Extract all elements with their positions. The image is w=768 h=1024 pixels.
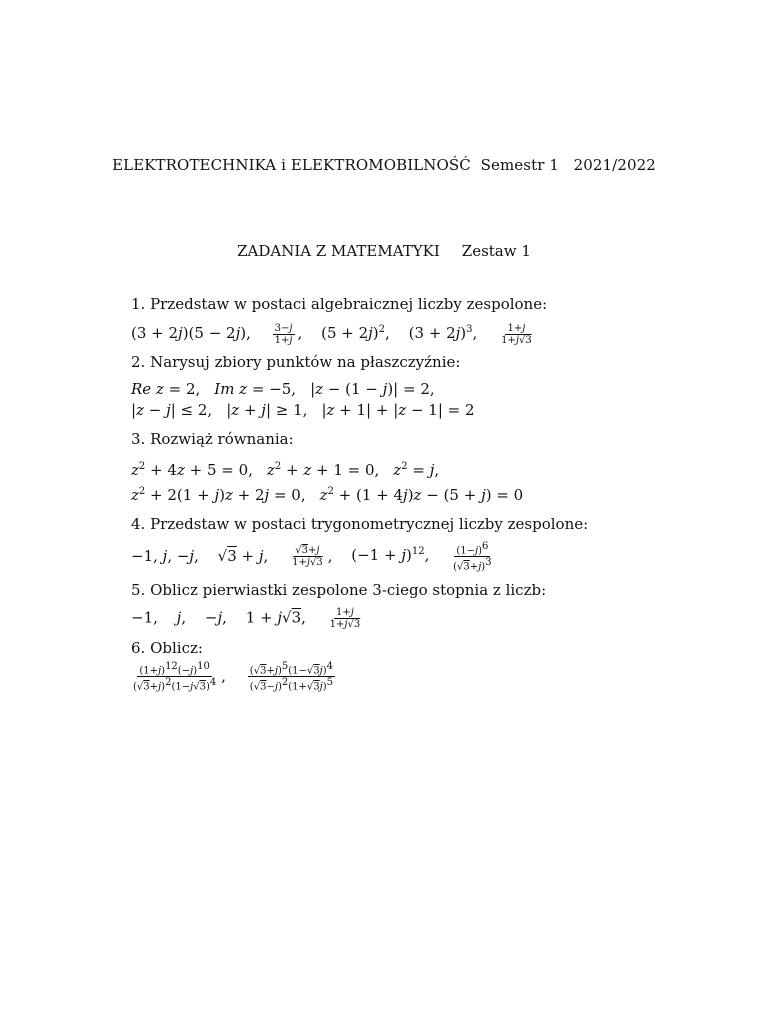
- document-header: [0, 156, 768, 174]
- task-3-line-1: $z^2 + 4z + 5 = 0$, $z^2 + z + 1 = 0$, $z^2 = j$,: [131, 460, 440, 479]
- task-6-expr-2: $\frac{(√3+j)^5(1-√3j)^4}{(√3-j)^2(1+√3j)^5}$: [249, 661, 334, 693]
- task-4-expr-4: $(-1 + j)^{12}$,: [351, 546, 430, 565]
- task-4-title: 4. Przedstaw w postaci trygonometrycznej liczby zespolone:: [131, 514, 589, 533]
- task-6-expressions: $\frac{(1+j)^{12}(-j)^{10}}{(√3+j)^2(1-j√3)^4}$ , $\frac{(√3+j)^5(1-√3j)^4}{(√3-j)^2(1+√3j)^5}$: [133, 661, 334, 693]
- task-4: [131, 514, 691, 573]
- task-5-expr-3: −j,: [204, 608, 227, 627]
- task-5-expr-2: j,: [176, 608, 187, 627]
- task-1-expr-3: $(5 + 2j)^2$,: [321, 324, 390, 342]
- document-title: [0, 242, 768, 260]
- task-4-expr-3: $\frac{√3+j}{1+j√3}$: [292, 544, 323, 568]
- task-1-expr-5: $\frac{1+j}{1+j√3}$: [501, 322, 532, 346]
- task-1: [131, 294, 691, 346]
- task-4-expr-5: $\frac{(1-j)^6}{(√3+j)^3}$: [453, 540, 492, 573]
- task-5-expr-1: −1,: [131, 608, 158, 627]
- task-5-title: 5. Oblicz pierwiastki zespolone 3-ciego stopnia z liczb:: [131, 581, 547, 600]
- task-2-line-1: Re z = 2, Im z = −5, |z − (1 − j)| = 2,: [131, 379, 435, 398]
- task-4-expr-2: √3 + j,: [217, 546, 269, 565]
- task-3-line-2: $z^2 + 2(1 + j)z + 2j = 0$, $z^2 + (1 + 4j)z - (5 + j) = 0$: [131, 485, 524, 504]
- title-main: ZADANIA Z MATEMATYKI: [237, 242, 440, 260]
- task-4-expr-1: −1, j, −j,: [131, 546, 199, 565]
- task-4-expressions: −1, j, −j, √3 + j, $\frac{√3+j}{1+j√3}$ , $(-1 + j)^{12}$, $\frac{(1-j)^6}{(√3+j)^3}$: [131, 540, 492, 573]
- task-3: [131, 429, 691, 506]
- semester: Semestr 1: [480, 156, 559, 174]
- task-5: [131, 580, 691, 630]
- task-1-expr-1: (3 + 2j)(5 − 2j),: [131, 324, 251, 342]
- task-2-line-2: |z − j| ≤ 2, |z + j| ≥ 1, |z + 1| + |z − 1| = 2: [131, 400, 475, 419]
- task-6-title: 6. Oblicz:: [131, 639, 203, 658]
- task-2: [131, 352, 691, 421]
- task-6-expr-1: $\frac{(1+j)^{12}(-j)^{10}}{(√3+j)^2(1-j√3)^4}$: [133, 661, 217, 693]
- program-name: ELEKTROTECHNIKA i ELEKTROMOBILNOŚĆ: [112, 156, 471, 174]
- task-3-title: 3. Rozwiąż równania:: [131, 429, 294, 448]
- task-1-expr-4: $(3 + 2j)^3$,: [408, 324, 478, 342]
- task-1-expressions: (3 + 2j)(5 − 2j), $\frac{3-j}{1+j}$ , $(5 + 2j)^2$, $(3 + 2j)^3$, $\frac{1+j}{1+j√3}$: [131, 322, 532, 346]
- task-list: [131, 294, 691, 693]
- task-1-title: 1. Przedstaw w postaci algebraicznej liczby zespolone:: [131, 295, 548, 313]
- task-5-expressions: [131, 607, 691, 630]
- task-5-expr-5: $\frac{1+j}{1+j√3}$: [329, 607, 361, 631]
- task-2-title: 2. Narysuj zbiory punktów na płaszczyźnie:: [131, 352, 461, 371]
- academic-year: 2021/2022: [573, 156, 656, 174]
- task-6: [131, 638, 691, 693]
- task-1-expr-2: $\frac{3-j}{1+j}$: [274, 322, 293, 346]
- title-set: Zestaw 1: [461, 242, 531, 260]
- task-5-expr-4: 1 + j√3,: [245, 608, 306, 627]
